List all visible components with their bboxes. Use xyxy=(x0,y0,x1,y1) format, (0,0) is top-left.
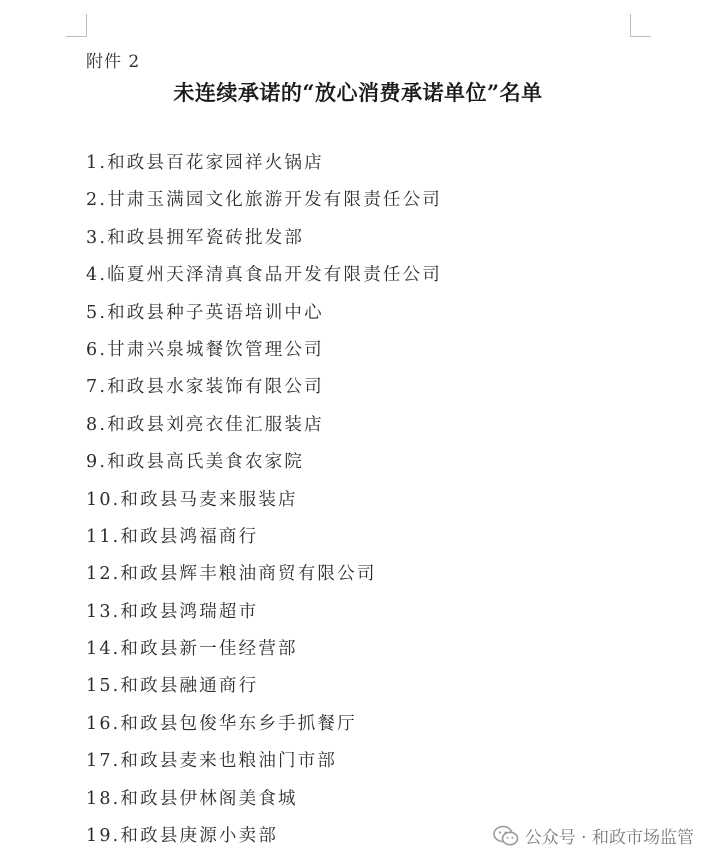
wechat-watermark xyxy=(493,823,694,848)
list-item: 6.甘肃兴泉城餐饮管理公司 xyxy=(86,339,324,360)
list-item: 16.和政县包俊华东乡手抓餐厅 xyxy=(86,713,357,734)
list-item: 13.和政县鸿瑞超市 xyxy=(86,601,259,622)
list-item: 4.临夏州天泽清真食品开发有限责任公司 xyxy=(86,265,442,286)
list-item: 1.和政县百花家园祥火锅店 xyxy=(86,153,324,173)
list-item: 19.和政县庚源小卖部 xyxy=(86,826,279,847)
list-item: 2.甘肃玉满园文化旅游开发有限责任公司 xyxy=(86,190,442,211)
document-title: 未连续承诺的“放心消费承诺单位”名单 xyxy=(173,80,543,105)
list-item: 3.和政县拥军瓷砖批发部 xyxy=(86,227,305,248)
watermark-text: 公众号 · 和政市场监管 xyxy=(524,828,694,848)
list-item: 7.和政县水家装饰有限公司 xyxy=(86,377,324,398)
list-item: 9.和政县高氏美食农家院 xyxy=(86,452,305,473)
list-item: 17.和政县麦来也粮油门市部 xyxy=(86,751,338,772)
page-corner-mark-top-left xyxy=(66,14,87,37)
wechat-icon xyxy=(493,825,519,847)
list-item: 12.和政县辉丰粮油商贸有限公司 xyxy=(86,564,377,585)
list-item: 10.和政县马麦来服装店 xyxy=(86,489,298,510)
unit-list xyxy=(86,150,442,860)
page-corner-mark-top-right xyxy=(630,14,651,37)
list-item: 14.和政县新一佳经营部 xyxy=(86,639,298,660)
attachment-label: 附件 2 xyxy=(86,52,141,72)
list-item: 5.和政县种子英语培训中心 xyxy=(86,302,324,323)
list-item: 11.和政县鸿福商行 xyxy=(86,526,259,547)
list-item: 15.和政县融通商行 xyxy=(86,676,259,697)
list-item: 8.和政县刘亮衣佳汇服装店 xyxy=(86,414,324,435)
list-item: 18.和政县伊林阁美食城 xyxy=(86,788,298,809)
